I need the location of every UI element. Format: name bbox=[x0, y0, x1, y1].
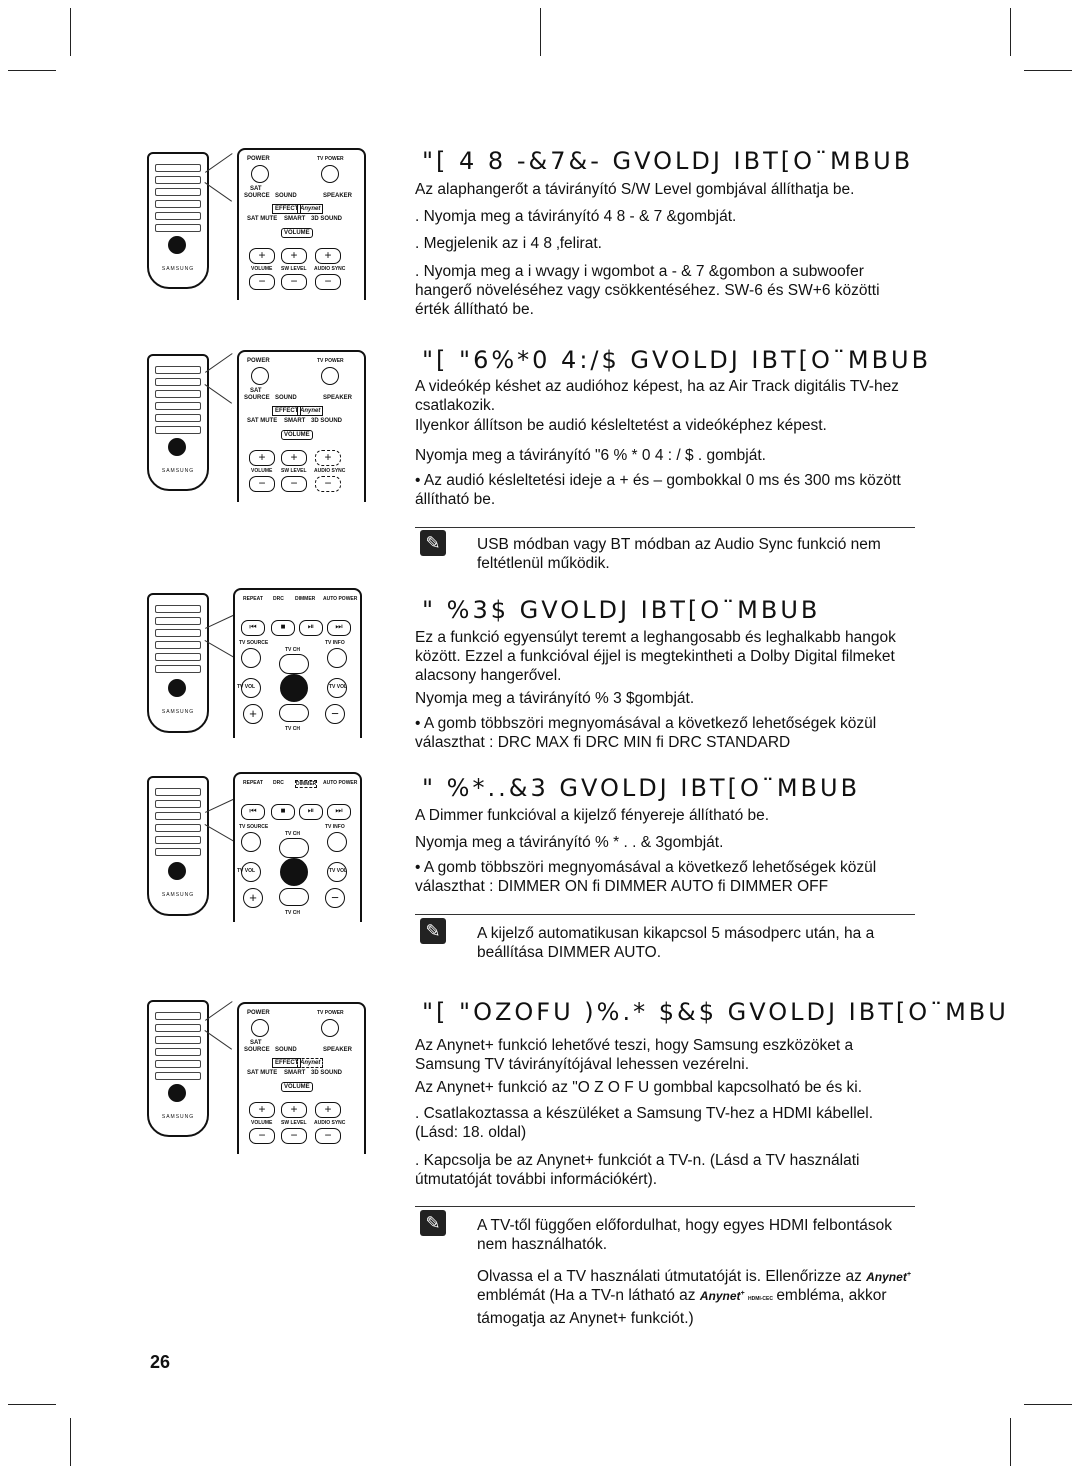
sw-level-down-button[interactable]: − bbox=[281, 476, 307, 492]
plus-button[interactable]: + bbox=[243, 888, 263, 908]
tv-vol-up-button[interactable] bbox=[327, 678, 347, 698]
remote-zoom: REPEAT DRC DIMMER AUTO POWER ⏮ ■ ⏯ ⏭ TV SOURCE TV INFO TV CH TV VOL TV VOL + − TV CH bbox=[233, 772, 362, 922]
stop-button[interactable]: ■ bbox=[271, 620, 295, 636]
paragraph: Ilyenkor állítson be audió késleltetést a videóképhez képest. bbox=[415, 417, 827, 434]
section-title: "[ 4 8 -&7&- GVOLDJ IBT[O¨MBUB bbox=[422, 147, 914, 175]
note-rule bbox=[415, 527, 915, 528]
remote-zoom: REPEAT DRC DIMMER AUTO POWER ⏮ ■ ⏯ ⏭ TV SOURCE TV INFO TV CH TV VOL TV VOL + − TV CH bbox=[233, 588, 362, 738]
volume-down-button[interactable]: − bbox=[249, 476, 275, 492]
audio-sync-down-button[interactable]: − bbox=[315, 1128, 341, 1144]
step: Nyomja meg a távirányító "6 % * 0 4 : / $ . gombját. bbox=[415, 447, 766, 464]
paragraph: Az Anynet+ funkció lehetővé teszi, hogy Samsung eszközöket a Samsung TV távirányítójával lehessen vezérelni. bbox=[415, 1037, 854, 1073]
crop-mark bbox=[540, 8, 541, 56]
anynet-logo: Anynet+ bbox=[866, 1270, 911, 1284]
crop-mark bbox=[1024, 70, 1072, 71]
section-title: "[ "OZOFU )%.* $&$ GVOLDJ IBT[O¨MBU bbox=[422, 998, 1009, 1026]
section-title: "[ "6%*0 4:/$ GVOLDJ IBT[O¨MBUB bbox=[422, 346, 932, 374]
remote-thumbnail: SAMSUNG bbox=[147, 1000, 209, 1137]
note: A TV-től függően előfordulhat, hogy egyes HDMI felbontások nem használhatók. bbox=[477, 1217, 893, 1253]
tv-vol-up-button[interactable] bbox=[327, 862, 347, 882]
tv-info-button[interactable] bbox=[327, 832, 347, 852]
audio-sync-up-button[interactable]: + bbox=[315, 1102, 341, 1118]
audio-sync-up-button[interactable]: + bbox=[315, 248, 341, 264]
prev-button[interactable]: ⏮ bbox=[241, 804, 265, 820]
note-icon: ✎ bbox=[420, 918, 446, 944]
stop-button[interactable]: ■ bbox=[271, 804, 295, 820]
crop-mark bbox=[1024, 1404, 1072, 1405]
prev-button[interactable]: ⏮ bbox=[241, 620, 265, 636]
leader-line bbox=[205, 798, 235, 813]
minus-button[interactable]: − bbox=[325, 704, 345, 724]
note: A kijelző automatikusan kikapcsol 5 másodperc után, ha a beállítása DIMMER AUTO. bbox=[477, 925, 875, 961]
tv-info-button[interactable] bbox=[327, 648, 347, 668]
anynet-logo: Anynet+ HDMI-CEC bbox=[699, 1289, 773, 1303]
section-title: " %*..&3 GVOLDJ IBT[O¨MBUB bbox=[422, 774, 861, 802]
remote-zoom: POWER TV POWER SAT SOURCE SOUND SPEAKER EFFECT Anynet SAT MUTE SMART 3D SOUND VOLUME + + + VOLUME SW LEVEL AUDIO SYNC − − − bbox=[237, 1002, 366, 1154]
crop-mark bbox=[70, 8, 71, 56]
tv-power-button[interactable] bbox=[321, 1019, 339, 1037]
tv-vol-down-button[interactable] bbox=[241, 862, 261, 882]
step: . Kapcsolja be az Anynet+ funkciót a TV-n. (Lásd a TV használati útmutatóját további információkért). bbox=[415, 1152, 860, 1188]
crop-mark bbox=[8, 70, 56, 71]
minus-button[interactable]: − bbox=[325, 888, 345, 908]
step: Az Anynet+ funkció az "O Z O F U gombbal kapcsolható be és ki. bbox=[415, 1079, 863, 1096]
step: . Nyomja meg a i wvagy i wgombot a - & 7 &gombon a subwoofer hangerő növeléséhez vagy csökkentéséhez. SW-6 és SW+6 közötti érték állítható be. bbox=[415, 263, 880, 318]
audio-sync-down-button[interactable]: − bbox=[315, 476, 341, 492]
tv-source-button[interactable] bbox=[241, 832, 261, 852]
play-pause-button[interactable]: ⏯ bbox=[299, 620, 323, 636]
remote-zoom: POWER TV POWER SAT SOURCE SOUND SPEAKER EFFECT Anynet SAT MUTE SMART 3D SOUND VOLUME + + + VOLUME SW LEVEL AUDIO SYNC − − − bbox=[237, 148, 366, 300]
audio-sync-up-button[interactable]: + bbox=[315, 450, 341, 466]
select-button[interactable] bbox=[280, 858, 308, 886]
section-title: " %3$ GVOLDJ IBT[O¨MBUB bbox=[422, 596, 821, 624]
remote-zoom: POWER TV POWER SAT SOURCE SOUND SPEAKER EFFECT Anynet SAT MUTE SMART 3D SOUND VOLUME + + + VOLUME SW LEVEL AUDIO SYNC − − − bbox=[237, 350, 366, 502]
leader-line bbox=[205, 614, 235, 629]
plus-button[interactable]: + bbox=[243, 704, 263, 724]
note-line: emblémát (Ha a TV-n látható az Anynet+ HDMI-CEC embléma, akkor támogatja az Anynet+ funkciót.) bbox=[477, 1287, 887, 1327]
leader-line bbox=[205, 1001, 233, 1021]
crop-mark bbox=[8, 1404, 56, 1405]
note-icon: ✎ bbox=[420, 530, 446, 556]
tv-ch-down-button[interactable] bbox=[279, 704, 309, 722]
power-button[interactable] bbox=[251, 367, 269, 385]
next-button[interactable]: ⏭ bbox=[327, 804, 351, 820]
tv-power-button[interactable] bbox=[321, 367, 339, 385]
crop-mark bbox=[1010, 8, 1011, 56]
tv-ch-up-button[interactable] bbox=[279, 654, 309, 674]
play-pause-button[interactable]: ⏯ bbox=[299, 804, 323, 820]
tv-ch-up-button[interactable] bbox=[279, 838, 309, 858]
step: Nyomja meg a távirányító % * . . & 3gombját. bbox=[415, 834, 724, 851]
select-button[interactable] bbox=[280, 674, 308, 702]
note-rule bbox=[415, 914, 915, 915]
volume-down-button[interactable]: − bbox=[249, 1128, 275, 1144]
bullet: • Az audió késleltetési ideje a + és – gombokkal 0 ms és 300 ms között állítható be. bbox=[415, 472, 901, 508]
leader-line bbox=[205, 353, 233, 373]
crop-mark bbox=[70, 1418, 71, 1466]
paragraph: A Dimmer funkcióval a kijelző fényereje állítható be. bbox=[415, 807, 770, 824]
tv-power-button[interactable] bbox=[321, 165, 339, 183]
step: . Csatlakoztassa a készüléket a Samsung TV-hez a HDMI kábellel. (Lásd: 18. oldal) bbox=[415, 1105, 874, 1141]
note-line: Olvassa el a TV használati útmutatóját is. Ellenőrizze az Anynet+ bbox=[477, 1268, 911, 1285]
step: Nyomja meg a távirányító % 3 $gombját. bbox=[415, 690, 695, 707]
bullet: • A gomb többszöri megnyomásával a következő lehetőségek közül választhat : DRC MAX ﬁ DRC MIN ﬁ DRC STANDARD bbox=[415, 715, 877, 751]
power-button[interactable] bbox=[251, 165, 269, 183]
audio-sync-down-button[interactable]: − bbox=[315, 274, 341, 290]
tv-source-button[interactable] bbox=[241, 648, 261, 668]
volume-up-button[interactable]: + bbox=[249, 248, 275, 264]
volume-up-button[interactable]: + bbox=[249, 1102, 275, 1118]
remote-thumbnail: SAMSUNG bbox=[147, 776, 209, 916]
step: . Nyomja meg a távirányító 4 8 - & 7 &gombját. bbox=[415, 208, 737, 225]
step: . Megjelenik az i 4 8 ‚felirat. bbox=[415, 235, 602, 252]
bullet: • A gomb többszöri megnyomásával a következő lehetőségek közül választhat : DIMMER ON ﬁ DIMMER AUTO ﬁ DIMMER OFF bbox=[415, 859, 877, 895]
sw-level-up-button[interactable]: + bbox=[281, 248, 307, 264]
next-button[interactable]: ⏭ bbox=[327, 620, 351, 636]
sw-level-down-button[interactable]: − bbox=[281, 1128, 307, 1144]
leader-line bbox=[205, 153, 233, 173]
paragraph: Az alaphangerőt a távirányító S/W Level gombjával állíthatja be. bbox=[415, 181, 855, 198]
note: USB módban vagy BT módban az Audio Sync funkció nem feltétlenül működik. bbox=[477, 536, 881, 572]
crop-mark bbox=[1010, 1418, 1011, 1466]
note-icon: ✎ bbox=[420, 1210, 446, 1236]
page-number: 26 bbox=[150, 1352, 171, 1372]
power-button[interactable] bbox=[251, 1019, 269, 1037]
tv-ch-down-button[interactable] bbox=[279, 888, 309, 906]
remote-thumbnail: SAMSUNG bbox=[147, 152, 209, 289]
sw-level-up-button[interactable]: + bbox=[281, 450, 307, 466]
remote-thumbnail: SAMSUNG bbox=[147, 593, 209, 733]
note-rule bbox=[415, 1206, 915, 1207]
sw-level-up-button[interactable]: + bbox=[281, 1102, 307, 1118]
tv-vol-down-button[interactable] bbox=[241, 678, 261, 698]
volume-up-button[interactable]: + bbox=[249, 450, 275, 466]
paragraph: A videókép késhet az audióhoz képest, ha az Air Track digitális TV-hez csatlakozik. bbox=[415, 378, 899, 414]
sw-level-down-button[interactable]: − bbox=[281, 274, 307, 290]
paragraph: Ez a funkció egyensúlyt teremt a leghangosabb és leghalkabb hangok között. Ezzel a funkcióval éjjel is megtekintheti a Dolby Digital filmeket alacsony hangerővel. bbox=[415, 629, 896, 684]
volume-down-button[interactable]: − bbox=[249, 274, 275, 290]
remote-thumbnail: SAMSUNG bbox=[147, 354, 209, 491]
